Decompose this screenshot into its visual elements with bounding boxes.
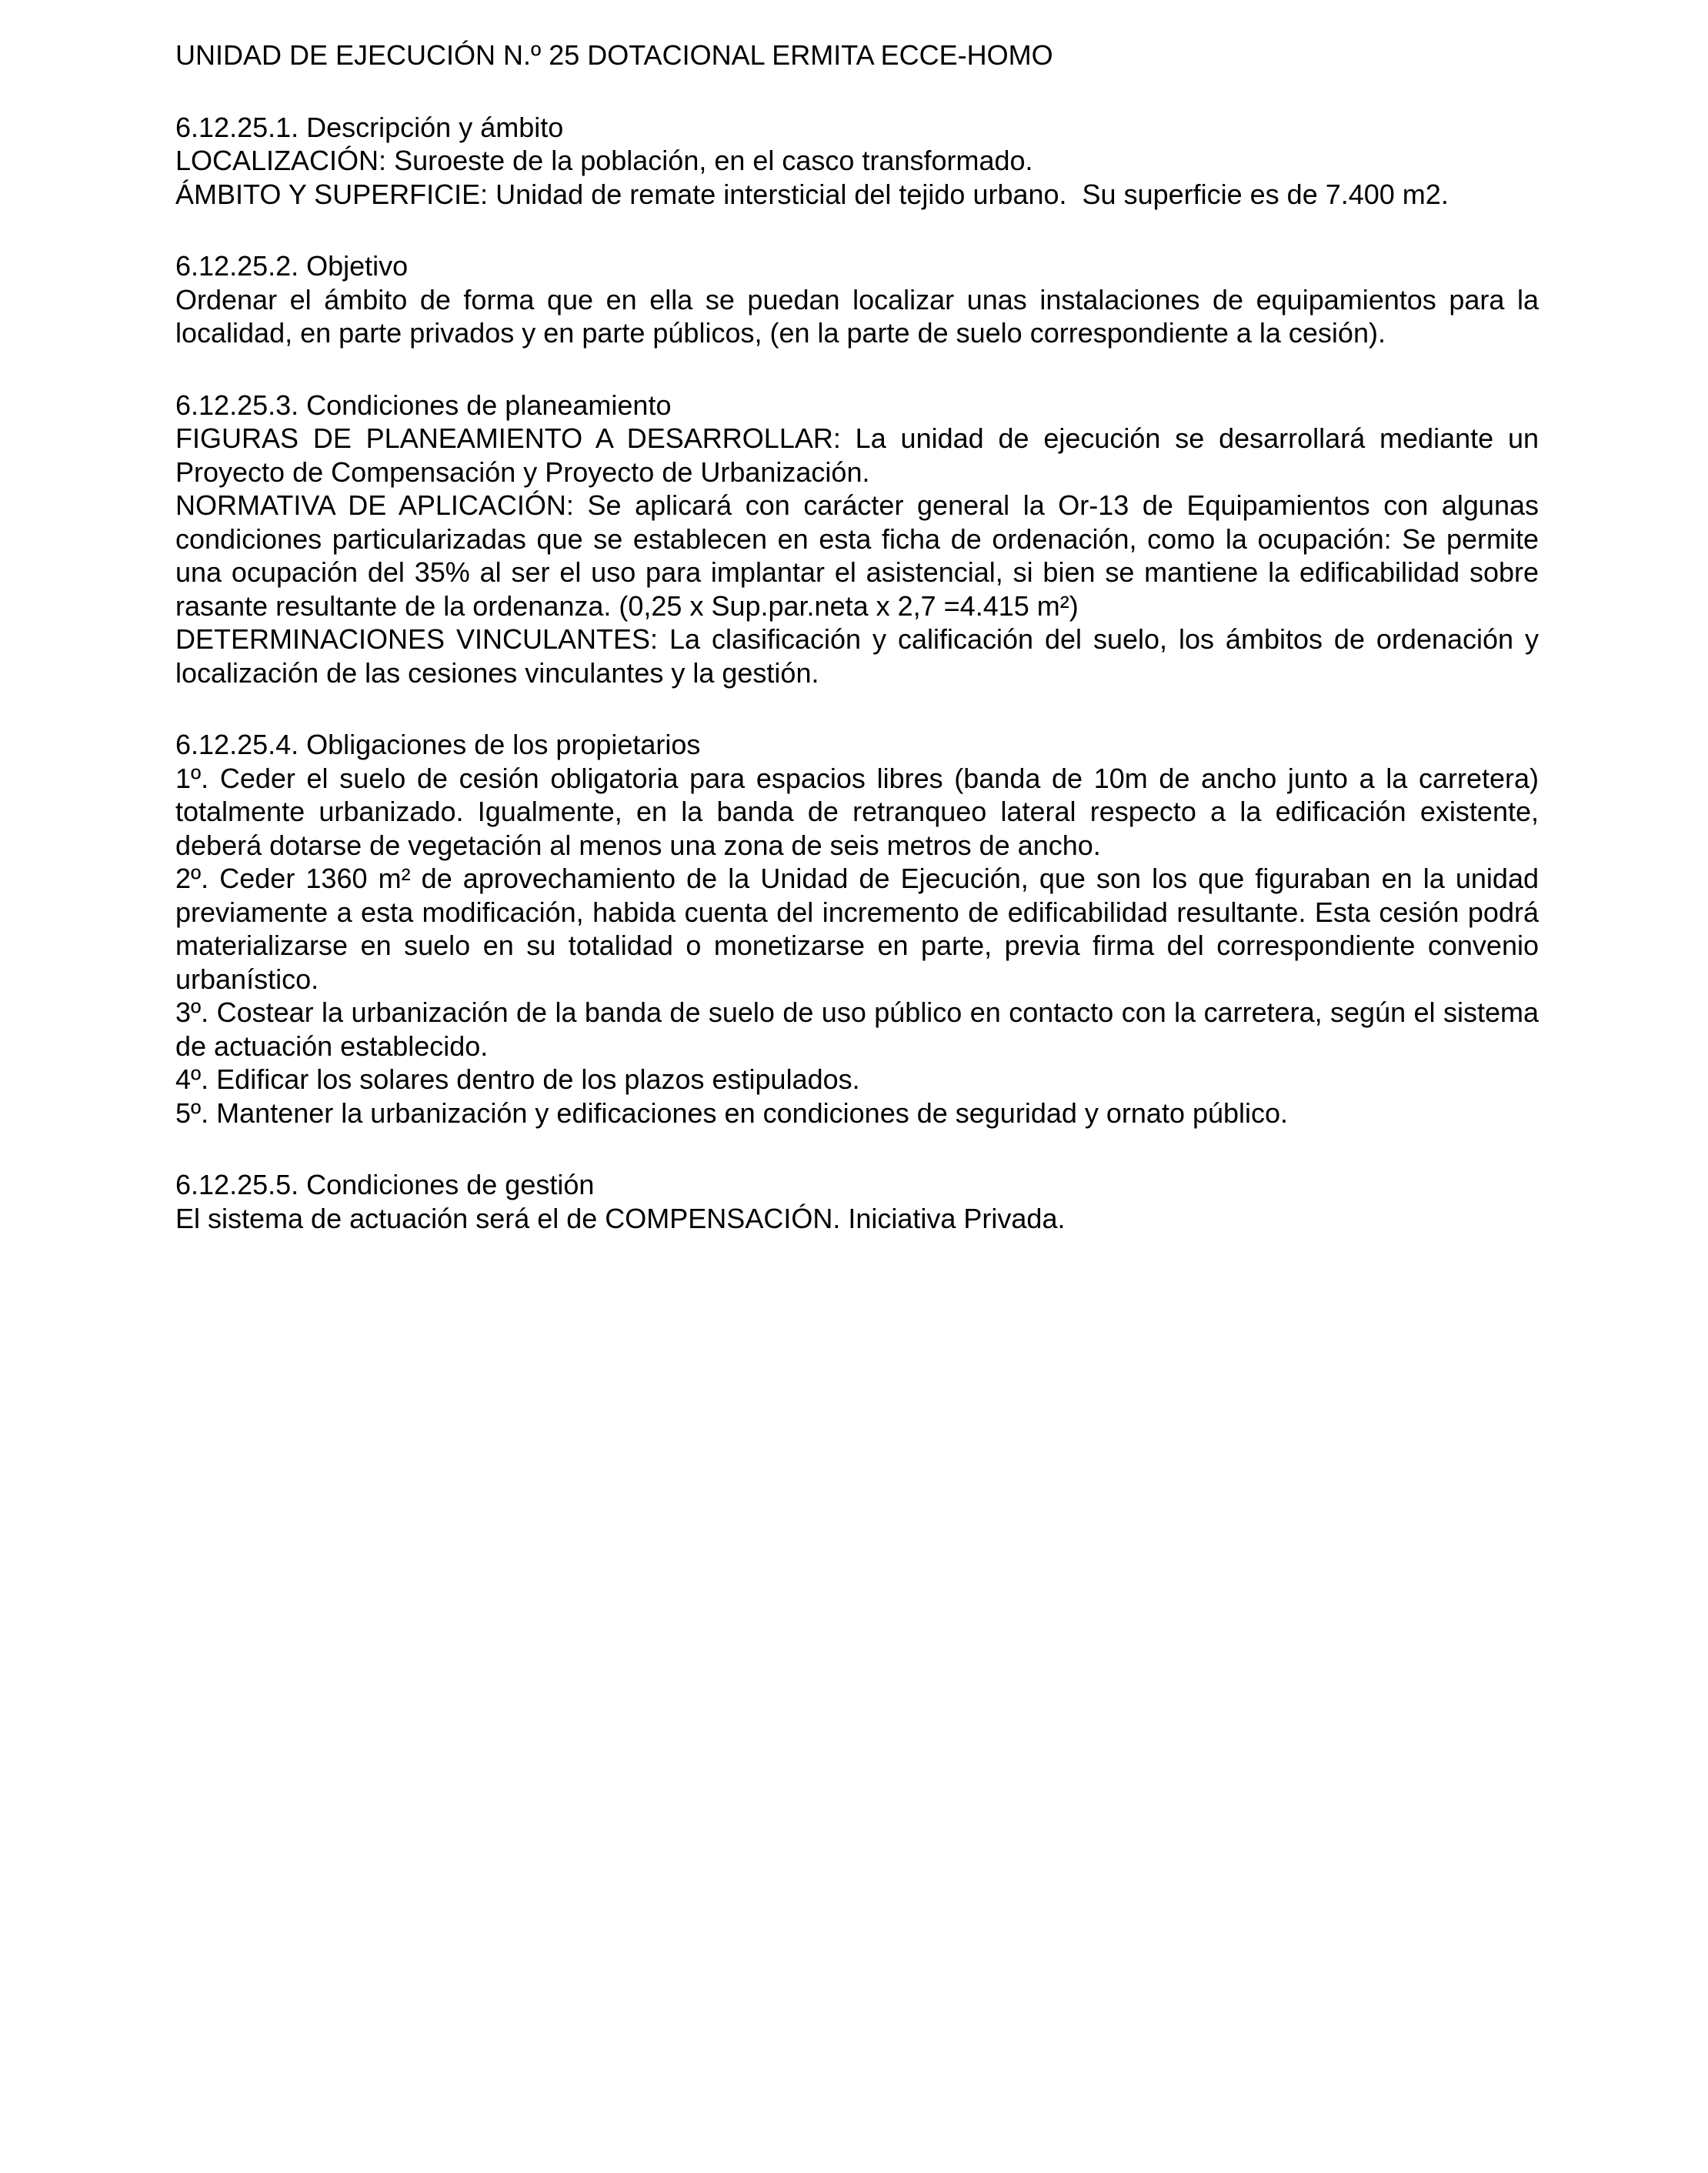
section-objetivo bbox=[175, 249, 1547, 350]
document-title: UNIDAD DE EJECUCIÓN N.º 25 DOTACIONAL ERMITA ECCE-HOMO bbox=[175, 39, 1053, 71]
paragraph-normativa-aplicacion: NORMATIVA DE APLICACIÓN: Se aplicará con carácter general la Or-13 de Equipamientos con algunas condiciones particularizadas que se establecen en esta ficha de ordenación, como la ocupación: Se permite una ocupación del 35% al ser el uso para implantar el asistencial, si bien se mantiene la edificabilidad sobre rasante resultante de la ordenanza. (0,25 x Sup.par.neta x 2,7 =4.415 m²) bbox=[175, 489, 1547, 622]
paragraph-localizacion: LOCALIZACIÓN: Suroeste de la población, en el casco transformado. bbox=[175, 145, 1033, 176]
section-obligaciones-propietarios bbox=[175, 728, 1547, 1130]
section-heading: 6.12.25.5. Condiciones de gestión bbox=[175, 1169, 595, 1200]
paragraph-objetivo: Ordenar el ámbito de forma que en ella se puedan localizar unas instalaciones de equipamientos para la localidad, en parte privados y en parte públicos, (en la parte de suelo correspondiente a la cesión). bbox=[175, 283, 1547, 349]
section-heading: 6.12.25.1. Descripción y ámbito bbox=[175, 111, 564, 143]
paragraph-figuras-planeamiento: FIGURAS DE PLANEAMIENTO A DESARROLLAR: La unidad de ejecución se desarrollará mediante un Proyecto de Compensación y Proyecto de Urbanización. bbox=[175, 422, 1547, 488]
paragraph-determinaciones-vinculantes: DETERMINACIONES VINCULANTES: La clasificación y calificación del suelo, los ámbitos de ordenación y localización de las cesiones vinculantes y la gestión. bbox=[175, 623, 1547, 689]
section-heading: 6.12.25.4. Obligaciones de los propietarios bbox=[175, 729, 701, 760]
section-heading: 6.12.25.3. Condiciones de planeamiento bbox=[175, 389, 672, 421]
section-descripcion-y-ambito bbox=[175, 111, 1539, 212]
section-condiciones-de-planeamiento bbox=[175, 389, 1547, 690]
paragraph-obligacion-3: 3º. Costear la urbanización de la banda de suelo de uso público en contacto con la carretera, según el sistema de actuación establecido. bbox=[175, 996, 1547, 1062]
section-condiciones-de-gestion bbox=[175, 1168, 1539, 1235]
paragraph-obligacion-1: 1º. Ceder el suelo de cesión obligatoria para espacios libres (banda de 10m de ancho junto a la carretera) totalmente urbanizado. Igualmente, en la banda de retranqueo lateral respecto a la edificación existente, deberá dotarse de vegetación al menos una zona de seis metros de ancho. bbox=[175, 762, 1547, 861]
paragraph-sistema-actuacion: El sistema de actuación será el de COMPENSACIÓN. Iniciativa Privada. bbox=[175, 1202, 1066, 1234]
paragraph-obligacion-4: 4º. Edificar los solares dentro de los plazos estipulados. bbox=[175, 1063, 860, 1095]
section-heading: 6.12.25.2. Objetivo bbox=[175, 250, 409, 282]
paragraph-obligacion-5: 5º. Mantener la urbanización y edificaciones en condiciones de seguridad y ornato público. bbox=[175, 1097, 1289, 1129]
paragraph-ambito-superficie: ÁMBITO Y SUPERFICIE: Unidad de remate intersticial del tejido urbano. Su superficie es de 7.400 m2. bbox=[175, 178, 1449, 210]
paragraph-obligacion-2: 2º. Ceder 1360 m² de aprovechamiento de la Unidad de Ejecución, que son los que figuraban en la unidad previamente a esta modificación, habida cuenta del incremento de edificabilidad resultante. Esta cesión podrá materializarse en suelo en su totalidad o monetizarse en parte, previa firma del correspondiente convenio urbanístico. bbox=[175, 863, 1547, 995]
